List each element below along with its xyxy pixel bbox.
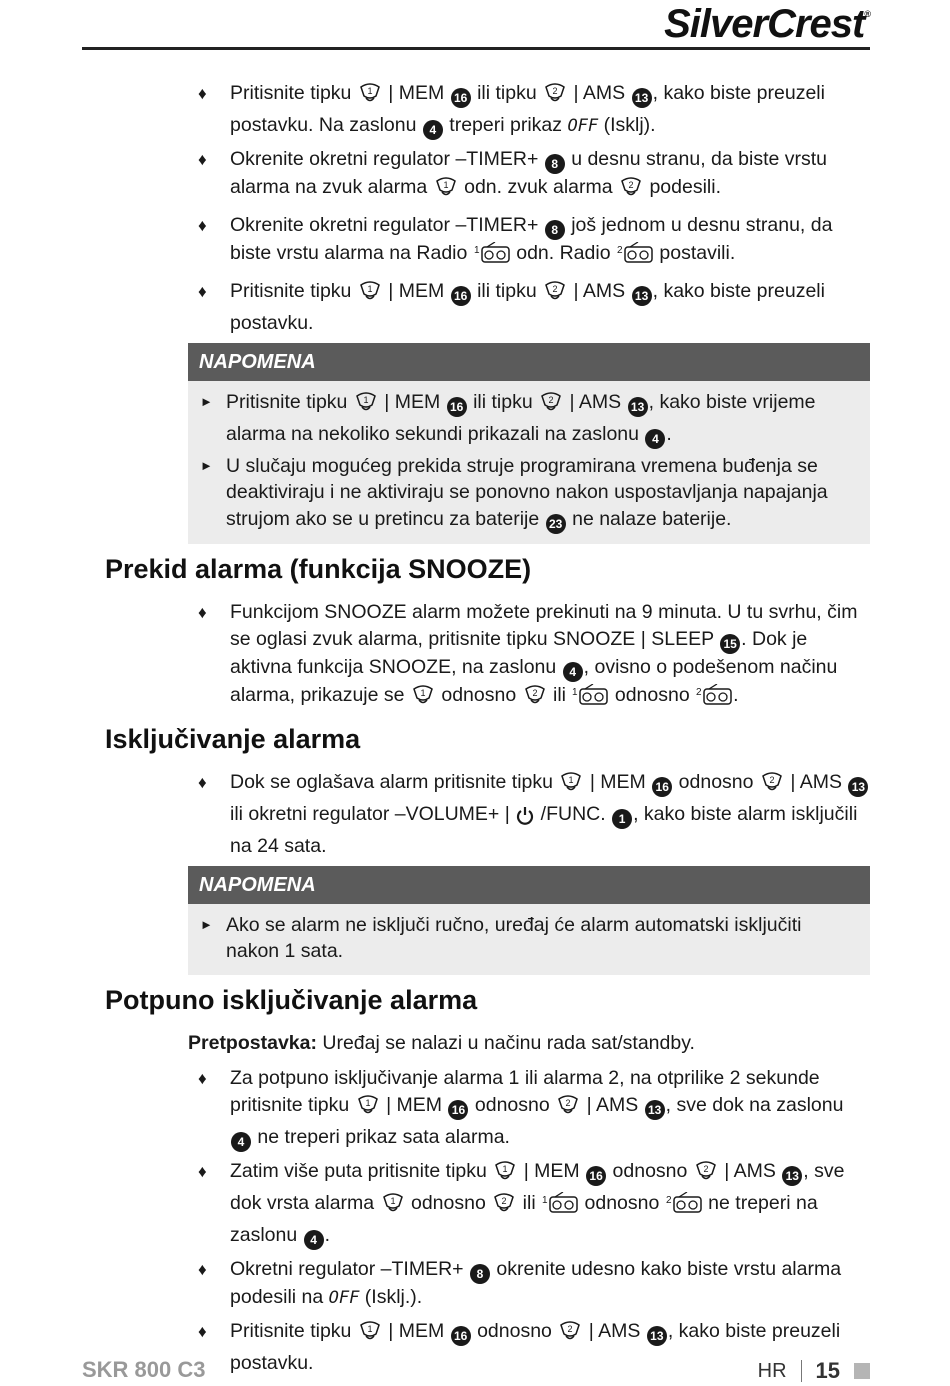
section-heading: Isključivanje alarma — [105, 723, 361, 754]
ref-badge: 8 — [470, 1264, 490, 1284]
note-body — [188, 904, 870, 975]
svg-text:2: 2 — [665, 1194, 672, 1206]
prerequisite: Pretpostavka: Uređaj se nalazi u načinu rada sat/standby. — [188, 1031, 695, 1054]
bullet-list — [105, 1065, 870, 1377]
ref-badge: 23 — [546, 514, 566, 534]
note-item: ► Ako se alarm ne isključi ručno, uređaj će alarm automatski isključiti nakon 1 sata. — [200, 913, 802, 962]
svg-text:2: 2 — [696, 686, 702, 698]
note-body — [188, 381, 870, 544]
bell-1-icon — [558, 771, 584, 801]
diamond-bullet-icon: ♦ — [198, 282, 207, 301]
radio-1-icon — [571, 684, 609, 714]
svg-text:1: 1 — [390, 1195, 396, 1206]
bell-1-icon — [433, 176, 459, 206]
ref-badge: 16 — [447, 397, 467, 417]
section-heading: Potpuno isključivanje alarma — [105, 984, 478, 1015]
svg-text:2: 2 — [567, 1323, 573, 1334]
svg-text:1: 1 — [367, 284, 373, 294]
svg-text:2: 2 — [501, 1195, 507, 1206]
list-item: ♦ Zatim više puta pritisnite tipku 1 | MEM 16 odnosno 2 | AMS 13 , sve dok vrsta alarma 1 odnosno 2 ili 1 odnosno 2 ne treperi na zaslonu 4 . — [105, 1158, 870, 1250]
bell-2-icon — [759, 771, 785, 801]
svg-text:2: 2 — [532, 687, 538, 698]
bell-1-icon — [355, 1094, 381, 1124]
bell-2-icon — [538, 391, 564, 421]
diamond-bullet-icon: ♦ — [198, 1321, 207, 1341]
note-heading: NAPOMENA — [188, 343, 870, 381]
diamond-bullet-icon: ♦ — [198, 1161, 207, 1181]
radio-2-icon — [695, 684, 733, 714]
brand-logo: SilverCrest® — [664, 2, 870, 46]
svg-text:1: 1 — [420, 687, 426, 698]
bell-2-icon — [542, 82, 568, 112]
bell-1-icon — [353, 391, 379, 421]
list-item: ♦ Okrenite okretni regulator –TIMER+ 8 u desnu stranu, da biste vrstu alarma na zvuk alarma 1 odn. zvuk alarma 2 podesili. — [105, 146, 870, 206]
header-rule — [82, 47, 870, 50]
ref-badge: 8 — [545, 220, 565, 240]
ref-badge: 16 — [448, 1100, 468, 1120]
ref-badge: 4 — [304, 1230, 324, 1250]
ref-badge: 13 — [632, 88, 652, 108]
bell-1-icon — [357, 82, 383, 112]
ref-badge: 16 — [586, 1166, 606, 1186]
note-item: ► U slučaju mogućeg prekida struje programirana vremena buđenja se deaktiviraju i ne aktiviraju se ponovno nakon uspostavljanja napajanja strujom ako se u pretincu za baterije 23 ne nalaze baterije. — [200, 453, 858, 534]
list-item: ♦ Pritisnite tipku 1 | MEM 16 odnosno 2 | AMS 13 , kako biste preuzeli postavku. — [198, 1319, 841, 1374]
svg-text:2: 2 — [552, 284, 558, 294]
diamond-bullet-icon: ♦ — [198, 772, 207, 792]
list-item: ♦ Okretni regulator –TIMER+ 8 okrenite udesno kako biste vrstu alarma podesili na OFF (Isklj.). — [198, 1257, 842, 1308]
radio-1-icon — [473, 242, 511, 272]
ref-badge: 4 — [563, 662, 583, 682]
bell-2-icon — [557, 1320, 583, 1350]
svg-text:1: 1 — [367, 86, 373, 96]
svg-text:2: 2 — [552, 86, 558, 96]
ref-badge: 13 — [632, 286, 652, 306]
svg-text:2: 2 — [565, 1097, 571, 1108]
note-item: ► Pritisnite tipku 1 | MEM 16 ili tipku 2 | AMS 13 , kako biste vrijeme alarma na nekoliko sekundi prikazali na zaslonu 4 . — [200, 389, 858, 449]
bell-2-icon — [522, 684, 548, 714]
svg-text:1: 1 — [542, 1194, 548, 1206]
bell-1-icon — [380, 1192, 406, 1222]
svg-text:1: 1 — [363, 395, 369, 405]
diamond-bullet-icon: ♦ — [198, 1068, 207, 1088]
radio-2-icon — [665, 1192, 703, 1222]
svg-text:1: 1 — [443, 180, 449, 190]
ref-badge: 16 — [451, 1326, 471, 1346]
list-item: ♦ Okrenite okretni regulator –TIMER+ 8 još jednom u desnu stranu, da biste vrstu alarma na Radio 1 odn. Radio 2 postavili. — [105, 212, 870, 272]
bullet-list — [105, 599, 870, 714]
ref-badge: 13 — [645, 1100, 665, 1120]
svg-text:1: 1 — [365, 1097, 371, 1108]
bell-1-icon — [357, 1320, 383, 1350]
triangle-bullet-icon: ► — [200, 394, 213, 409]
footer-model: SKR 800 C3 — [82, 1357, 206, 1382]
svg-text:1: 1 — [367, 1323, 373, 1334]
diamond-bullet-icon: ♦ — [198, 602, 207, 622]
list-item: ♦ Pritisnite tipku 1 | MEM 16 ili tipku 2 | AMS 13 , kako biste preuzeli postavku. Na zaslonu 4 treperi prikaz OFF (Isklj). — [105, 80, 870, 140]
ref-badge: 13 — [782, 1166, 802, 1186]
diamond-bullet-icon: ♦ — [198, 216, 207, 235]
bell-2-icon — [542, 280, 568, 310]
ref-badge: 16 — [451, 88, 471, 108]
ref-badge: 1 — [612, 809, 632, 829]
ref-badge: 4 — [645, 429, 665, 449]
radio-2-icon — [616, 242, 654, 272]
ref-badge: 15 — [720, 634, 740, 654]
footer-separator — [801, 1360, 802, 1382]
ref-badge: 13 — [848, 777, 868, 797]
page-number: 15 — [815, 1358, 840, 1383]
diamond-bullet-icon: ♦ — [198, 150, 207, 169]
bell-1-icon — [492, 1160, 518, 1190]
footer-square — [854, 1363, 870, 1379]
ref-badge: 8 — [545, 154, 565, 174]
radio-1-icon — [541, 1192, 579, 1222]
list-item: ♦ Funkcijom SNOOZE alarm možete prekinuti na 9 minuta. U tu svrhu, čim se oglasi zvuk alarma, pritisnite tipku SNOOZE | SLEEP 15 . Dok je aktivna funkcija SNOOZE, na zaslonu 4 , ovisno o podešenom načinu alarma, prikazuje se 1 odnosno 2 ili 1 odnosno 2 . — [105, 599, 870, 714]
list-item: ♦ Dok se oglašava alarm pritisnite tipku 1 | MEM 16 odnosno 2 | AMS 13 ili okretni regulator –VOLUME+ | /FUNC. 1 , kako biste alarm isključili na 24 sata. — [105, 769, 870, 860]
list-item: ♦ Za potpuno isključivanje alarma 1 ili alarma 2, na otprilike 2 sekunde pritisnite tipku 1 | MEM 16 odnosno 2 | AMS 13 , sve dok na zaslonu 4 ne treperi prikaz sata alarma. — [105, 1065, 870, 1152]
ref-badge: 13 — [647, 1326, 667, 1346]
section-heading: Prekid alarma (funkcija SNOOZE) — [105, 553, 532, 584]
svg-text:2: 2 — [616, 245, 623, 256]
svg-text:2: 2 — [769, 774, 775, 785]
bell-1-icon — [410, 684, 436, 714]
diamond-bullet-icon: ♦ — [198, 1259, 207, 1279]
ref-badge: 16 — [652, 777, 672, 797]
ref-badge: 4 — [231, 1132, 251, 1152]
note-heading: NAPOMENA — [188, 866, 870, 904]
power-icon — [515, 805, 535, 833]
bell-1-icon — [357, 280, 383, 310]
bell-2-icon — [693, 1160, 719, 1190]
svg-text:1: 1 — [568, 774, 574, 785]
bullet-list — [105, 80, 870, 337]
note-box — [188, 343, 870, 544]
list-item: ♦ Pritisnite tipku 1 | MEM 16 ili tipku 2 | AMS 13 , kako biste preuzeli postavku. — [198, 280, 825, 334]
svg-text:2: 2 — [628, 180, 634, 190]
ref-badge: 4 — [423, 120, 443, 140]
svg-text:2: 2 — [548, 395, 554, 405]
triangle-bullet-icon: ► — [200, 916, 213, 932]
bullet-list — [105, 769, 870, 860]
diamond-bullet-icon: ♦ — [198, 84, 207, 103]
footer-page-info — [758, 1358, 870, 1384]
note-box — [188, 866, 870, 975]
bell-2-icon — [618, 176, 644, 206]
bell-2-icon — [555, 1094, 581, 1124]
triangle-bullet-icon: ► — [200, 457, 213, 473]
off-display: OFF — [328, 1287, 360, 1308]
footer-language: HR — [757, 1359, 787, 1382]
bell-2-icon — [491, 1192, 517, 1222]
svg-text:2: 2 — [703, 1163, 709, 1174]
ref-badge: 16 — [451, 286, 471, 306]
svg-text:1: 1 — [473, 245, 480, 256]
off-display: OFF — [567, 116, 599, 136]
svg-text:1: 1 — [502, 1163, 508, 1174]
svg-text:1: 1 — [572, 686, 578, 698]
page-content — [105, 80, 870, 1383]
ref-badge: 13 — [628, 397, 648, 417]
